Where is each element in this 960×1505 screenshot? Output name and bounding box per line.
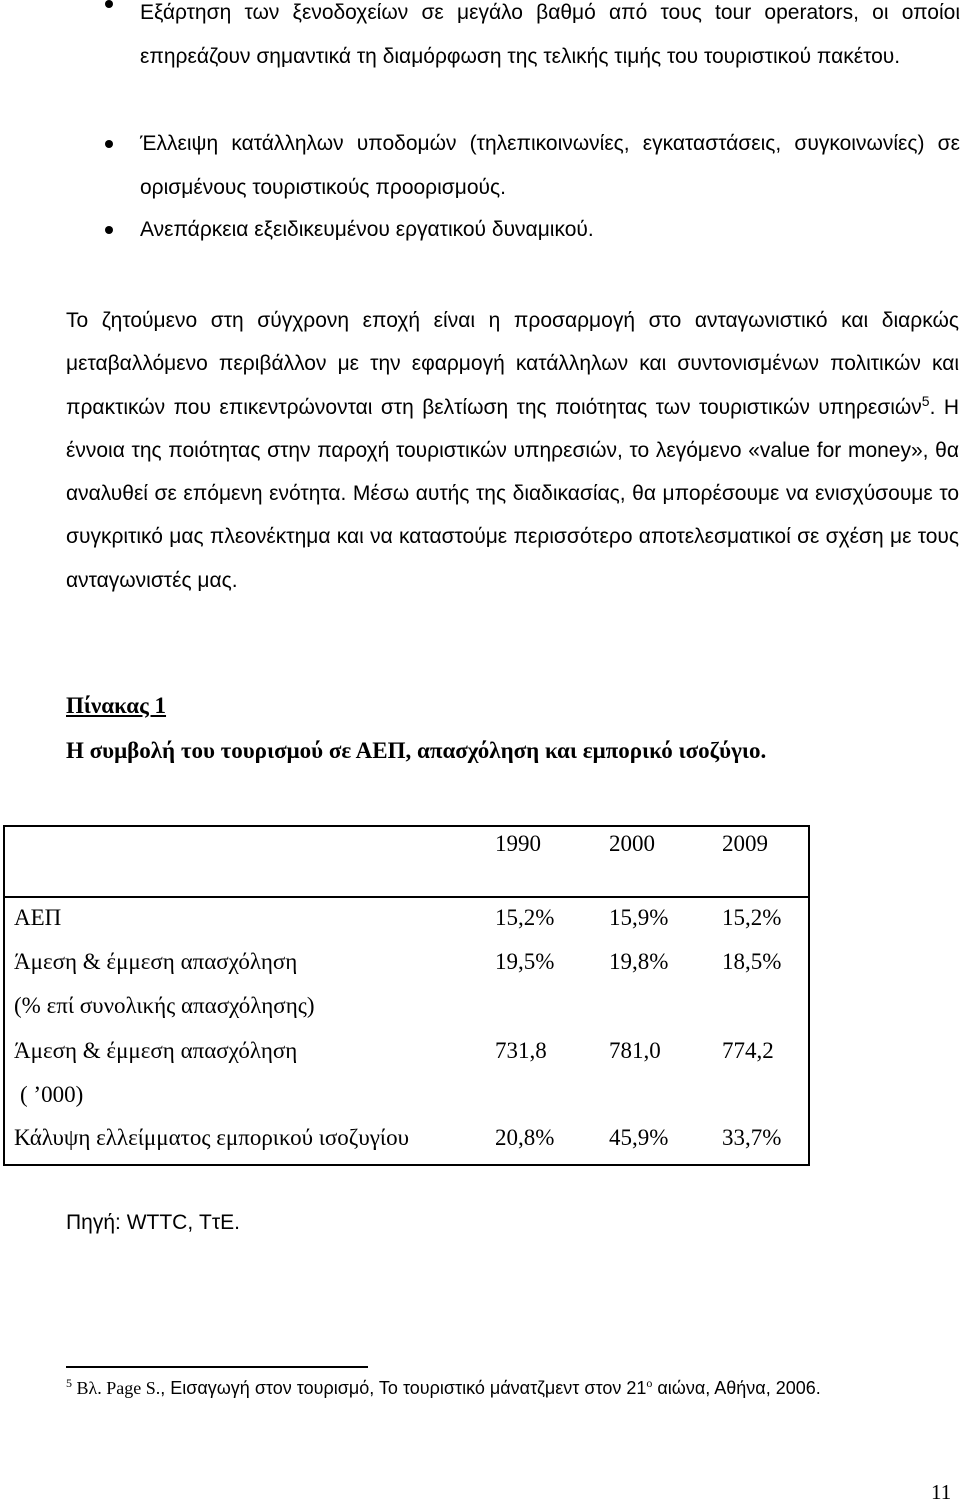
bullet-dot-icon [105, 0, 113, 8]
footnote-text: , Εισαγωγή στον τουρισμό, Το τουριστικό μάνατζμεντ στον 21 [160, 1378, 647, 1398]
row-label: Άμεση & έμμεση απασχόληση [14, 949, 298, 974]
row-sublabel: (% επί συνολικής απασχόλησης) [14, 993, 315, 1018]
footnote-separator [66, 1366, 368, 1368]
table-cell: 781,0 [609, 1038, 661, 1063]
row-label: Άμεση & έμμεση απασχόληση [14, 1038, 298, 1063]
table-cell: 18,5% [722, 949, 782, 974]
footnote [66, 1378, 821, 1399]
table-cell: 15,2% [722, 905, 782, 930]
paragraph-text: . Η έννοια της ποιότητας στην παροχή τουριστικών υπηρεσιών, το λεγόμενο «value for money», θα αναλυθεί σε επόμενη ενότητα. [66, 395, 959, 506]
column-header: 2000 [609, 831, 655, 856]
table-subtitle: Η συμβολή του τουρισμού σε ΑΕΠ, απασχόληση και εμπορικό ισοζύγιο. [66, 738, 767, 763]
table-cell: 774,2 [722, 1038, 774, 1063]
column-header: 2009 [722, 831, 768, 856]
table-cell: 731,8 [495, 1038, 547, 1063]
table-title: Πίνακας 1 [66, 693, 167, 718]
footnote-ordinal: ο [646, 1376, 653, 1390]
column-header: 1990 [495, 831, 541, 856]
header-divider [5, 896, 808, 898]
data-table [3, 825, 810, 1166]
body-paragraph [66, 299, 959, 602]
page-number: 11 [931, 1480, 952, 1504]
table-source: Πηγή: WTTC, ΤτΕ. [66, 1211, 240, 1234]
bullet-text: Ανεπάρκεια εξειδικευμένου εργατικού δυναμικού. [140, 218, 594, 241]
footnote-reference[interactable]: 5 [921, 392, 930, 409]
bullet-text: Εξάρτηση των ξενοδοχείων σε μεγάλο βαθμό από τους tour operators, οι οποίοι επηρεάζουν σημαντικά τη διαμόρφωση της τελικής τιμής του τουριστικού πακέτου. [140, 1, 960, 68]
footnote-text: Βλ. Page S. [72, 1378, 161, 1398]
row-sublabel: ( ’000) [20, 1082, 84, 1107]
table-cell: 15,9% [609, 905, 669, 930]
table-cell: 33,7% [722, 1125, 782, 1150]
table-cell: 19,8% [609, 949, 669, 974]
footnote-text: αιώνα, Αθήνα, 2006. [652, 1378, 821, 1398]
paragraph-text: Το ζητούμενο στη σύγχρονη εποχή είναι η προσαρμογή στο ανταγωνιστικό και διαρκώς μεταβαλλόμενο περιβάλλον με την εφαρμογή κατάλληλων και συντονισμένων πολιτικών και πρακτικών που επικεντρώνονται στη βελτίωση της ποιότητας των τουριστικών υπηρεσιών [66, 309, 959, 419]
table-cell: 45,9% [609, 1125, 669, 1150]
row-label: Κάλυψη ελλείμματος εμπορικού ισοζυγίου [14, 1125, 409, 1150]
bullet-dot-icon [105, 226, 113, 234]
table-cell: 15,2% [495, 905, 555, 930]
bullet-text: Έλλειψη κατάλληλων υποδομών (τηλεπικοινωνίες, εγκαταστάσεις, συγκοινωνίες) σε ορισμένους τουριστικούς προορισμούς. [140, 132, 960, 199]
table-cell: 19,5% [495, 949, 555, 974]
table-cell: 20,8% [495, 1125, 555, 1150]
row-label: ΑΕΠ [14, 905, 62, 930]
footnote-number: 5 [66, 1376, 72, 1390]
bullet-dot-icon [105, 140, 113, 148]
paragraph-text: Μέσω αυτής της διαδικασίας, θα μπορέσουμε να ενισχύσουμε το συγκριτικό μας πλεονέκτημα και να καταστούμε περισσότερο αποτελεσματικοί σε σχέση με τους ανταγωνιστές μας. [66, 482, 959, 592]
